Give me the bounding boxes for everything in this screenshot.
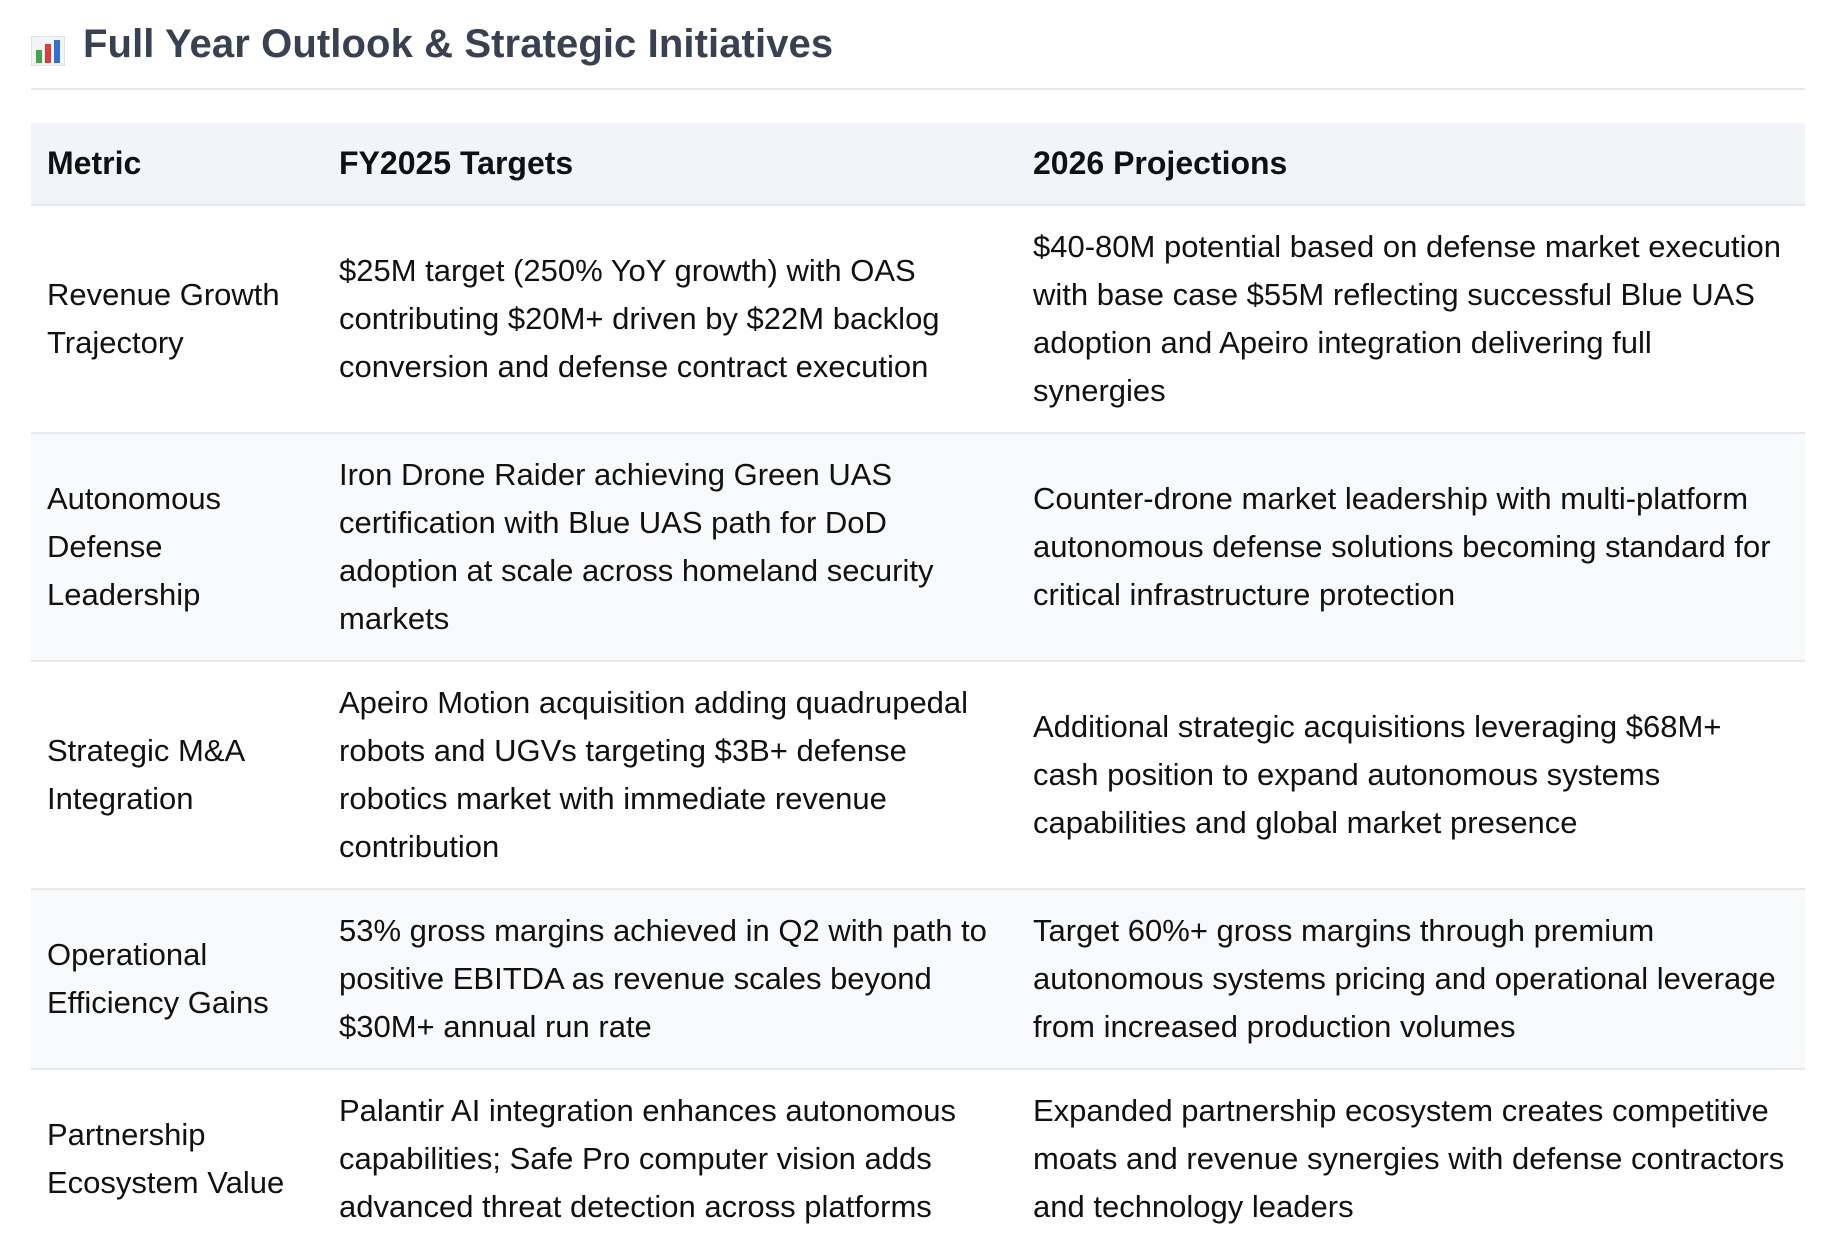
projection-2026-cell: $40-80M potential based on defense market execution with base case $55M reflecting successful Blue UAS adoption and Apeiro integration delivering full synergies [1017,205,1805,433]
metric-cell: Operational Efficiency Gains [31,889,323,1069]
table-header-row [31,123,1805,205]
projection-2026-cell: Expanded partnership ecosystem creates competitive moats and revenue synergies with defense contractors and technology leaders [1033,1093,1785,1224]
projection-2026-cell: Target 60%+ gross margins through premium autonomous systems pricing and operational leverage from increased production volumes [1017,889,1805,1069]
table-body [31,205,1805,1249]
fy2025-target-cell: 53% gross margins achieved in Q2 with path to positive EBITDA as revenue scales beyond $30M+ annual run rate [323,889,1017,1069]
metric-cell: Autonomous Defense Leadership [31,433,323,661]
metric-cell: Partnership Ecosystem Value [47,1117,285,1200]
bar-chart-icon [31,32,65,66]
column-header-2026-projections: 2026 Projections [1017,123,1805,205]
fy2025-target-cell: $25M target (250% YoY growth) with OAS contributing $20M+ driven by $22M backlog conversion and defense contract execution [323,205,1017,433]
outlook-table [31,123,1805,1249]
table-row [31,205,1805,433]
fy2025-target-cell: Palantir AI integration enhances autonomous capabilities; Safe Pro computer vision adds advanced threat detection across platforms [339,1093,956,1224]
table-row [31,433,1805,661]
column-header-fy2025-targets: FY2025 Targets [323,123,1017,205]
fy2025-target-cell: Iron Drone Raider achieving Green UAS certification with Blue UAS path for DoD adoption at scale across homeland security markets [323,433,1017,661]
table-header [31,123,1805,205]
fy2025-target-cell: Apeiro Motion acquisition adding quadrupedal robots and UGVs targeting $3B+ defense robotics market with immediate revenue contribution [323,661,1017,889]
metric-cell: Strategic M&A Integration [31,661,323,889]
page-title: Full Year Outlook & Strategic Initiatives [83,21,834,66]
column-header-metric: Metric [31,123,323,205]
projection-2026-cell: Additional strategic acquisitions leveraging $68M+ cash position to expand autonomous systems capabilities and global market presence [1017,661,1805,889]
projection-2026-cell: Counter-drone market leadership with multi-platform autonomous defense solutions becoming standard for critical infrastructure protection [1017,433,1805,661]
page-header [31,0,1805,90]
outlook-table-container [31,123,1805,1249]
table-row [31,1069,1805,1249]
table-row [31,889,1805,1069]
metric-cell: Revenue Growth Trajectory [31,205,323,433]
table-row [31,661,1805,889]
